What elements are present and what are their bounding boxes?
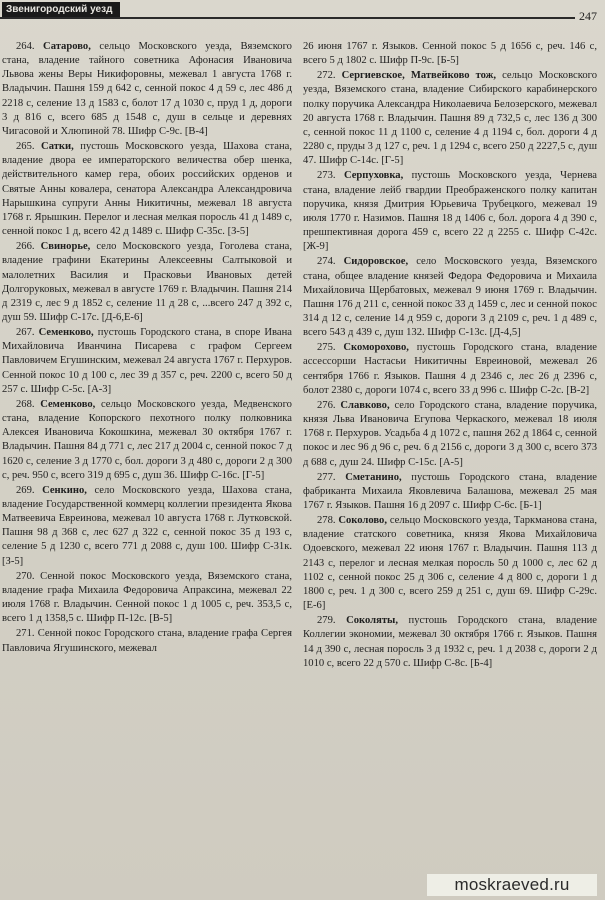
entry-text: пустошь Городского стана, владение фабриканта Михаила Яковлевича Балашова, межевал 25 мая 1767 г. Языков. Пашня 16 д 2097 с. Шифр С-6с. [Б-1] [303,471,597,511]
entry-paragraph [2,240,292,325]
entry-text: пустошь Городского стана, в споре Ивана Михайловича Иванчина Писарева с графом Сергеем Павловичем Егушинским, межевал 24 августа 1767 г. Перхуров. Сенной покос 10 д 100 с, лес 39 д 357 с, реч. 2200 с, всего 50 д 257 с. Шифр С-5с. [А-3] [2,327,292,395]
entry-number: 275. [317,342,336,354]
entry-text: сельцо Московского уезда, Вяземского стана, владение тайного советника Афонасия Ивановича Львова жены Веры Никифоровны, межевал 1 августа 1768 г. Владычин. Пашня 159 д 642 с, сенной покос 4 д 59 с, лес 486 д 2218 с, селение 13 д 1583 с, болот 17 д 1030 с, пруд 1 д, дороги 3 д 816 с, всего 685 д 1548 с, душ в сельце и деревнях Чигасовой и Хлюпиной 78. Шифр С-9с. [В-4] [2,41,292,137]
entry-name: Серпуховка, [343,170,404,182]
entry-text: сельцо Московского уезда, Медвенского стана, владение Копорского пехотного полку полковника Алексея Ивановича Кокошкина, межевал 30 октября 1767 г. Владычин. Пашня 84 д 771 с, лес 217 д 2004 с, сенной покос 7 д 1620 с, селение 3 д 1770 с, бол. дороги 3 д 480 с, дороги 2 д 300 с, реч. 950 с, всего 319 д 695 с, душ 36. Шифр С-16с. [Г-5] [2,398,292,481]
entry-number: 273. [317,170,336,182]
entry-number: 272. [317,70,336,82]
watermark: moskraeved.ru [427,874,597,896]
entry-paragraph [2,398,292,483]
entry-text: село Московского уезда, Гоголева стана, владение графини Екатерины Алексеевны Салтыковой и малолетних Василия и Прасковьи Ивановых детей Долгоруковых, межевал в августе 1769 г. Владычин. Пашня 214 д 2319 с, лес 9 д 1852 с, селение 11 д 28 с, ...всего 247 д 392 с, душ 59. Шифр С-17с. [Д-6,Е-6] [2,241,292,323]
entry-text: село Московского уезда, Вяземского стана, общее владение князей Федора Федоровича и Михаила Михайловича Щербатовых, межевал 9 июня 1769 г. Владычин. Пашня 176 д 211 с, сенной покос 33 д 1459 с, лес и сенной покос 314 д 12 с, селение 14 д 959 с, дороги 3 д 2109 с, реч. 1 д 489 с, всего 543 д 439 с, душ 132. Шифр С-13с. [Д-4,5] [303,256,597,339]
entry-name: Соколово, [338,515,387,527]
entry-text: пустошь Городского стана, владение ассессорши Настасьи Никитичны Евреиновой, межевал 26 сентября 1766 г. Языков. Пашня 4 д 2346 с, лес 26 д 2396 с, болот 2380 с, дороги 1074 с, всего 33 д 996 с. Шифр С-2с. [В-2] [303,342,597,396]
entry-name: Сатки, [41,141,74,153]
entry-number: 279. [317,615,336,627]
running-header-title: Звенигородский уезд [2,2,120,18]
entry-number: 274. [317,256,336,268]
entry-text: Сенной покос Московского уезда, Вяземского стана, владение графа Михаила Федоровича Апраксина, межевал 22 июля 1768 г. Владычин. Сенной покос 1 д 1005 с, реч. 353,5 с, всего 1 д 1358,5 с. Шифр П-12с. [В-5] [2,570,292,625]
entry-text: пустошь Московского уезда, Чернева стана, владение лейб гвардии Преображенского полку капитан поручика, князя Дмитрия Юрьевича Трубецкого, межевал 19 июля 1770 г. Назимов. Пашня 18 д 1406 с, бол. дорога 4 д 390 с, прешпективная дорога 459 с, всего 22 д 2255 с. Шифр С-42с. [Ж-9] [303,170,598,253]
entry-name: Сметанино, [345,471,402,483]
entry-name: Сергиевское, Матвейково тож, [341,70,497,82]
right-column [303,40,597,672]
entry-name: Скоморохово, [343,342,409,354]
entry-name: Славково, [340,399,390,411]
entry-paragraph [303,614,597,671]
entry-name: Сидоровское, [343,256,409,268]
entry-paragraph [303,471,597,513]
entry-paragraph [2,570,292,627]
entry-text: сельцо Московского уезда, Вяземского стана, владение Сибирского карабинерского полку поручика Александра Николаевича Белозерского, межевал 20 августа 1768 г. Владычин. Пашня 89 д 732,5 с, лес 136 д 300 с, сенной покос 11 д 1100 с, селение 4 д 1194 с, бол. дороги 4 д 2280 с, пруды 3 д 127 с, реч. 1 д 1294 с, всего 250 д 2227,5 с, душ 47. Шифр С-14с. [Г-5] [303,70,598,167]
entry-number: 265. [16,141,35,153]
entry-text: село Московского уезда, Шахова стана, владение Государственной коммерц коллегии президента Якова Матвеевича Евреинова, межевал 10 августа 1768 г. Лутковской. Пашня 98 д 368 с, лес 627 д 322 с, сенной покос 35 д 193 с, селение 5 д 1230 с, всего 771 д 2088 с, душ 100. Шифр С-31к. [З-5] [2,484,292,567]
entry-paragraph [303,341,597,398]
entry-text: пустошь Городского стана, владение Коллегии экономии, межевал 30 октября 1766 г. Языков. Пашня 14 д 390 с, лесная поросль 3 д 1932 с, реч. 1 д 2038 с, дороги 2 д 1010 с, всего 22 д 570 с. Шифр С-8с. [Б-4] [303,615,597,669]
left-column [2,40,292,657]
entry-number: 277. [317,471,336,483]
entry-paragraph [303,255,597,340]
entry-paragraph [2,627,292,655]
header-rule [0,17,575,19]
entry-name: Сатарово, [43,41,91,52]
entry-number: 268. [16,398,35,410]
entry-paragraph [303,169,597,254]
entry-number: 278. [317,515,336,527]
entry-text: пустошь Московского уезда, Шахова стана, владение двора ее императорского величества обер шенка, действительного камер гера, обоих российских орденов и Святые Анны ковалера, сенатора Александра Александровича Нарышкина супруги Анны Никитичны, межевал 18 августа 1768 г. Ярышкин. Перелог и лесная мелкая поросль 41 д 1489 с, сенной покос 1 д, всего 42 д 1489 с. Шифр С-35с. [З-5] [2,141,292,238]
entry-text: 26 июня 1767 г. Языков. Сенной покос 5 д 1656 с, реч. 146 с, всего 5 д 1802 с. Шифр П-9с. [Б-5] [303,41,597,67]
entry-number: 271. [16,628,35,640]
entry-number: 264. [16,41,35,52]
entry-paragraph [2,40,292,139]
entry-name: Семенково, [38,327,94,339]
entry-number: 269. [16,484,35,496]
page-number: 247 [579,9,597,23]
entry-paragraph [303,69,597,168]
entry-number: 266. [16,241,35,253]
entry-text: сельцо Московского уезда, Таркманова стана, владение статского советника, князя Якова Михайловича Одоевского, межевал 22 июня 1767 г. Владычин. Пашня 113 д 2143 с, перелог и лесная мелкая поросль 50 д 1000 с, лес 62 д 1102 с, сенной покос 25 д 306 с, селение 4 д 800 с, дороги 1 д 1800 с, реч. 1 д 300 с, всего 259 д 251 с, душ 69. Шифр С-29с. [Е-6] [303,515,597,612]
entry-paragraph [2,140,292,239]
entry-paragraph [2,484,292,569]
entry-paragraph [2,326,292,397]
entry-name: Семенково, [40,398,96,410]
entry-text: село Городского стана, владение поручика, князя Льва Ивановича Егупова Черкаского, межевал 18 июля 1768 г. Перхуров. Усадьба 4 д 1072 с, пашня 262 д 1864 с, сенной покос и лес 96 д 96 с, реч. 6 д 2156 с, дороги 3 д 300 с, всего 373 д 688 с, душ 24. Шифр С-15с. [А-5] [303,399,597,468]
entry-name: Свинорье, [40,241,91,253]
entry-number: 270. [16,570,35,582]
entry-paragraph [303,399,597,470]
entry-name: Соколяты, [346,615,398,627]
entry-number: 267. [16,327,35,339]
entry-number: 276. [317,399,336,411]
entry-name: Сенкино, [42,484,87,496]
entry-text: Сенной покос Городского стана, владение графа Сергея Павловича Ягушинского, межевал [2,628,292,654]
entry-paragraph [303,514,597,613]
entry-paragraph [303,40,597,68]
